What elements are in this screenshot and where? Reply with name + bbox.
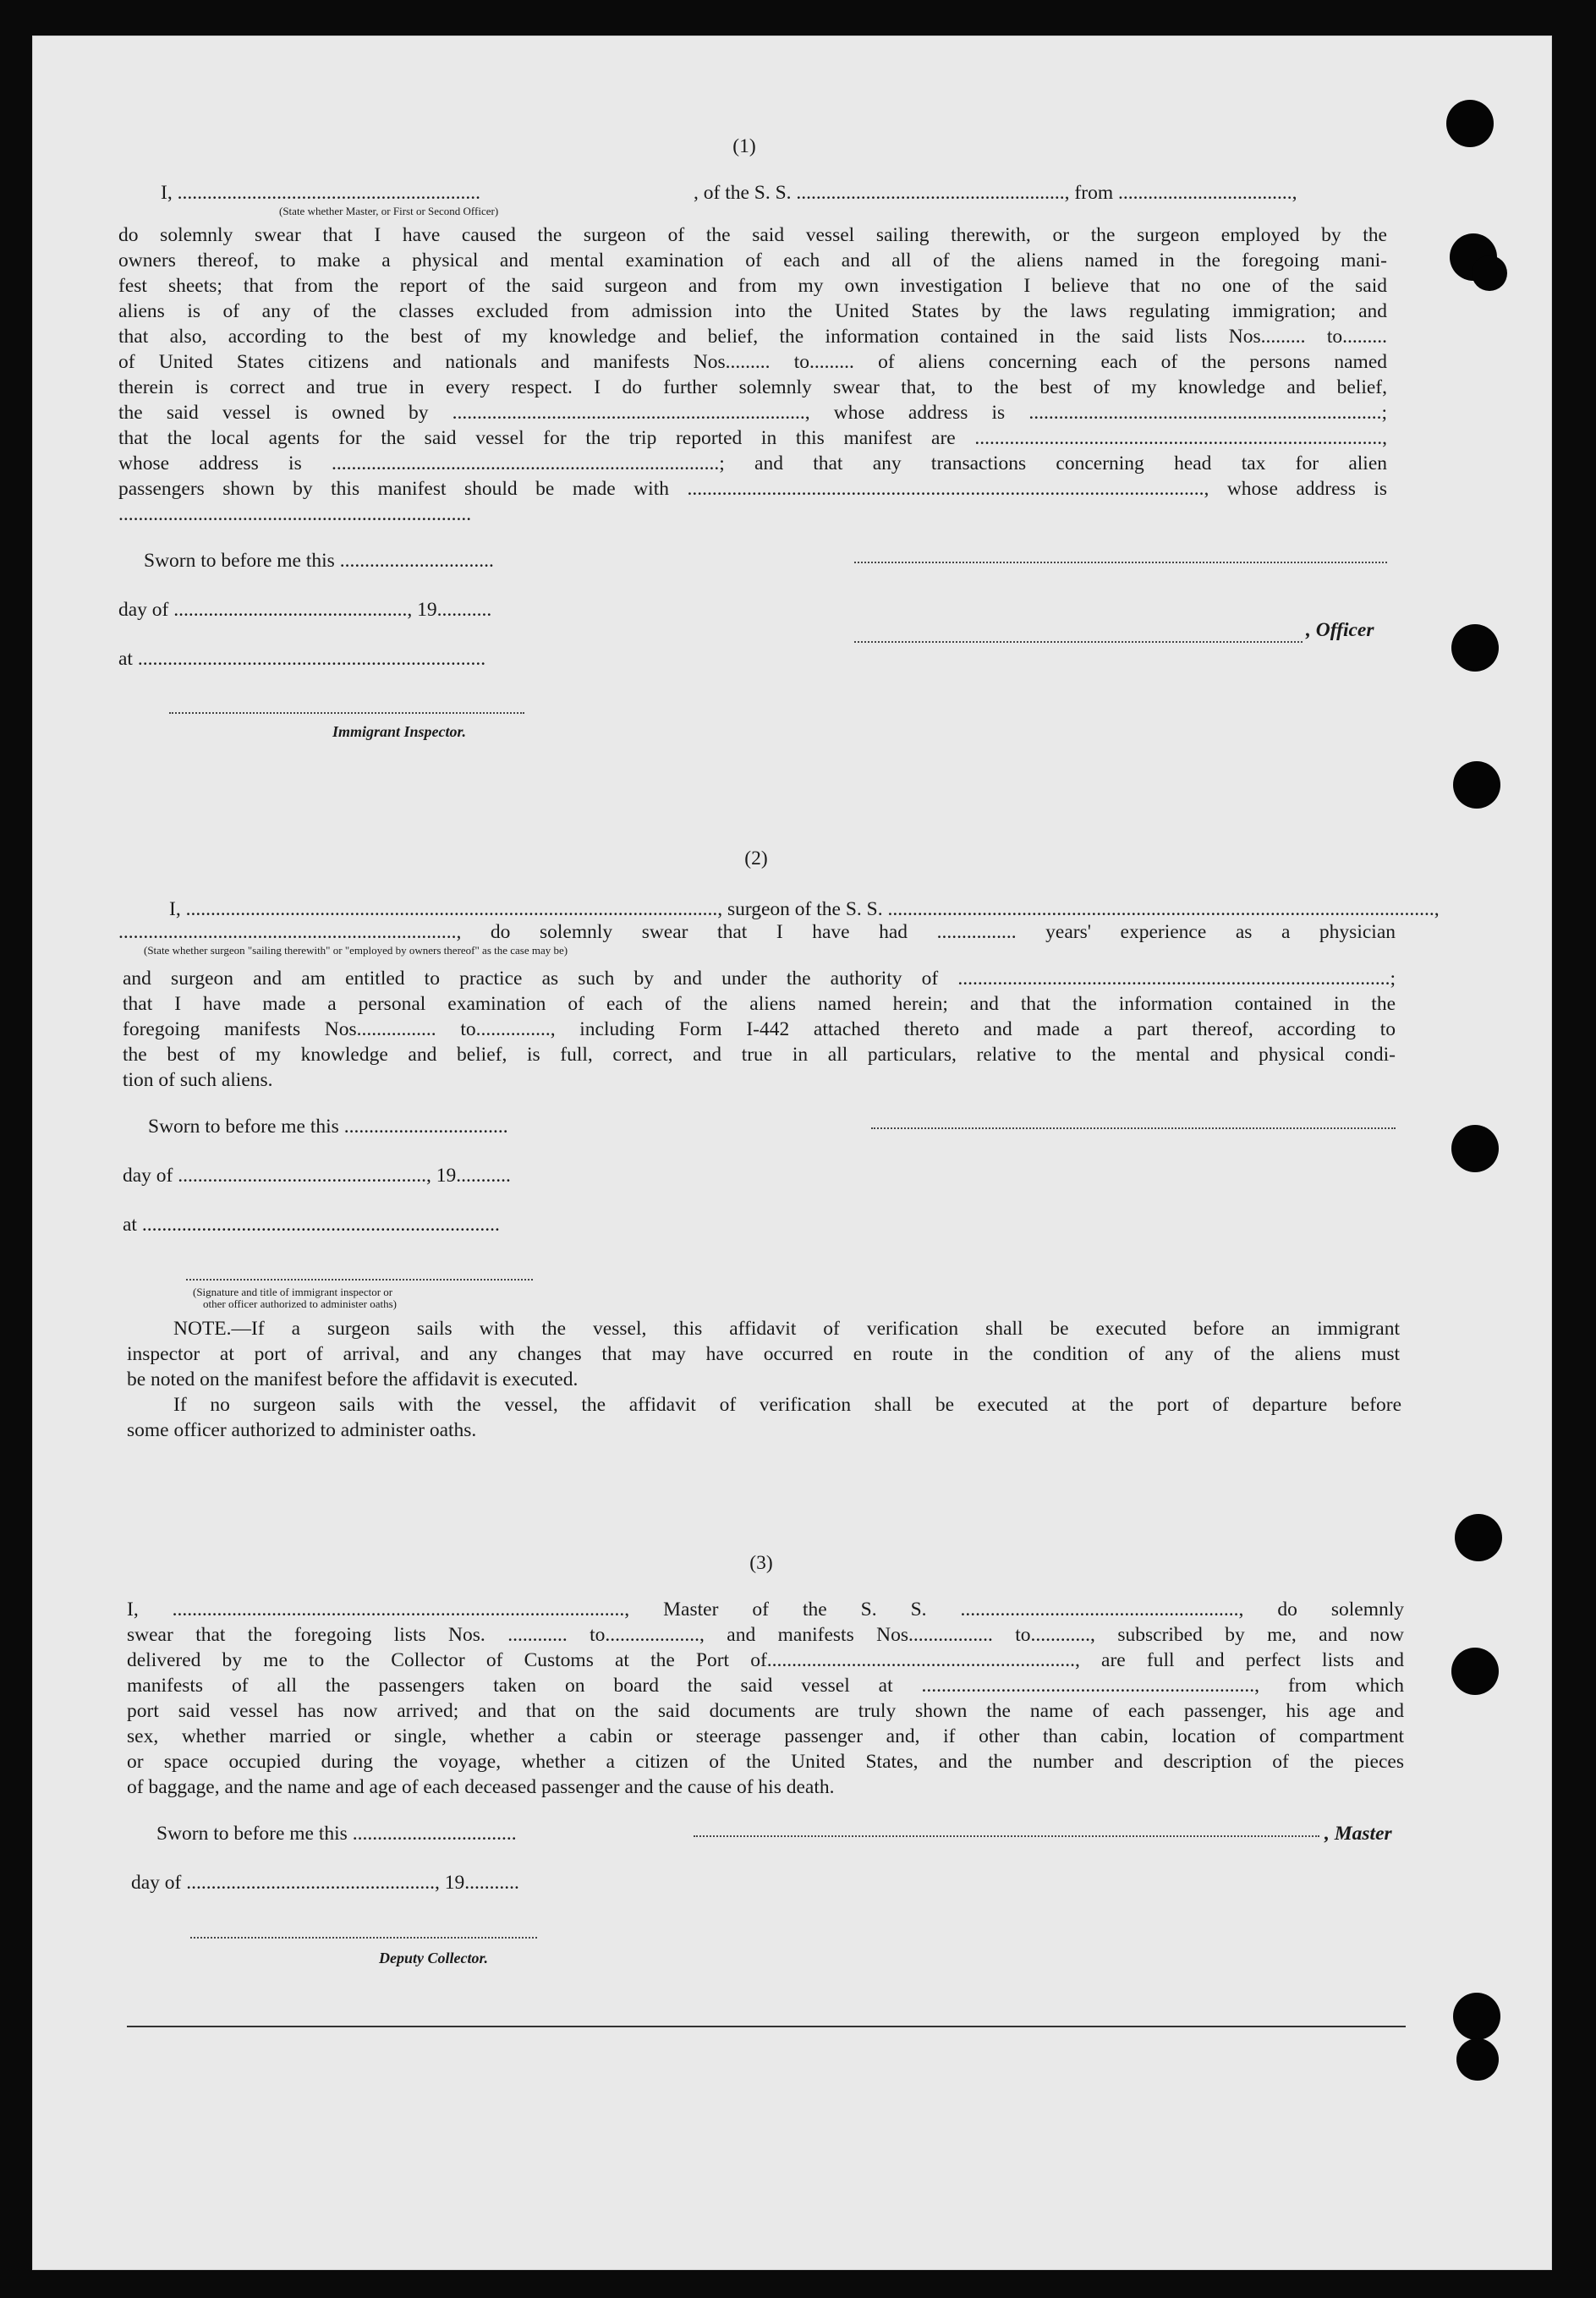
punch-hole — [1455, 1514, 1502, 1561]
s3-line: of baggage, and the name and age of each deceased passenger and the cause of his death. — [127, 1776, 835, 1798]
s1-inspector-label: Immigrant Inspector. — [332, 723, 467, 740]
s1-officer-hint: (State whether Master, or First or Second Officer) — [279, 205, 499, 217]
s2-note: be noted on the manifest before the affidavit is executed. — [127, 1368, 579, 1390]
s2-experience-line: ...................................................................., do solemnly swear that I have had ................ years' experience as a physician — [118, 921, 1396, 943]
s3-line: manifests of all the passengers taken on board the said vessel at ..................................................................., from which — [127, 1675, 1404, 1697]
s1-vessel-from-fields: , of the S. S. ......................................................, from ..................................., — [694, 182, 1297, 204]
s2-sworn: Sworn to before me this ................................. — [148, 1116, 508, 1138]
s1-officer-label: , Officer — [1306, 619, 1374, 641]
s2-note: some officer authorized to administer oaths. — [127, 1419, 477, 1441]
s1-line: passengers shown by this manifest should be made with ........................................................................................................, whose address is — [118, 478, 1387, 500]
bottom-rule — [127, 2026, 1406, 2027]
s1-line: therein is correct and true in every respect. I do further solemnly swear that, to the best of my knowledge and belief, — [118, 376, 1387, 398]
s1-line: fest sheets; that from the report of the said surgeon and from my own investigation I believe that no one of the said — [118, 275, 1387, 297]
punch-hole — [1451, 1125, 1499, 1172]
s3-line: sex, whether married or single, whether a cabin or steerage passenger and, if other than cabin, location of compartment — [127, 1725, 1404, 1747]
s1-line: that also, according to the best of my knowledge and belief, the information contained in the said lists Nos......... to......... — [118, 326, 1387, 348]
punch-hole — [1451, 624, 1499, 672]
punch-hole — [1446, 100, 1494, 147]
s3-collector-label: Deputy Collector. — [379, 1950, 488, 1966]
s2-note: NOTE.—If a surgeon sails with the vessel, this affidavit of verification shall be executed before an immigrant — [173, 1318, 1400, 1340]
s1-line: ....................................................................... — [118, 503, 472, 525]
s1-line: of United States citizens and nationals and manifests Nos......... to......... of aliens concerning each of the persons named — [118, 351, 1387, 373]
punch-hole — [1451, 1648, 1499, 1695]
s2-sig-hint: other officer authorized to administer oaths) — [203, 1297, 397, 1310]
s3-sworn: Sworn to before me this ................................. — [156, 1823, 517, 1845]
s2-inspector-signature-line — [186, 1279, 533, 1281]
s1-inspector-signature-line — [169, 712, 524, 714]
s3-master-signature-line — [694, 1835, 1319, 1837]
s1-line: whose address is ..............................................................................; and that any transactions concerning head tax for alien — [118, 452, 1387, 474]
s2-line: and surgeon and am entitled to practice as such by and under the authority of .......................................................................................; — [123, 968, 1396, 990]
s2-surgeon-hint: (State whether surgeon "sailing therewith" or "employed by owners thereof" as the case may be) — [144, 944, 568, 957]
s3-line: delivered by me to the Collector of Customs at the Port of.............................................................., are full and perfect lists and — [127, 1649, 1404, 1671]
s3-line: or space occupied during the voyage, whether a citizen of the United States, and the number and description of the pieces — [127, 1751, 1404, 1773]
s1-day: day of ..............................................., 19........... — [118, 599, 492, 621]
s2-surgeon-signature-line — [871, 1127, 1396, 1129]
s2-note: inspector at port of arrival, and any changes that may have occurred en route in the condition of any of the aliens must — [127, 1343, 1400, 1365]
s1-sworn: Sworn to before me this ............................... — [144, 550, 494, 572]
s2-day: day of .................................................., 19........... — [123, 1165, 511, 1187]
s1-officer-signature-line — [854, 641, 1303, 643]
s2-note: If no surgeon sails with the vessel, the affidavit of verification shall be executed at the port of departure before — [173, 1394, 1401, 1416]
punch-hole — [1472, 255, 1507, 291]
s3-line: swear that the foregoing lists Nos. ............ to..................., and manifests Nos................. to............, subscribed by me, and now — [127, 1624, 1404, 1646]
s2-sig-hint: (Signature and title of immigrant inspector or — [193, 1286, 393, 1298]
s2-line: tion of such aliens. — [123, 1069, 273, 1091]
s1-line: the said vessel is owned by ......................................................................., whose address is .......................................................................; — [118, 402, 1387, 424]
punch-hole — [1456, 2038, 1499, 2081]
s2-at: at ........................................................................ — [123, 1214, 500, 1236]
s1-officer-signature-line — [854, 562, 1387, 563]
s1-at: at ...................................................................... — [118, 648, 486, 670]
section-2-heading: (2) — [744, 847, 768, 869]
s3-master-label: , Master — [1325, 1823, 1392, 1845]
punch-hole — [1453, 761, 1500, 809]
s3-line: port said vessel has now arrived; and that on the said documents are truly shown the name of each passenger, his age and — [127, 1700, 1404, 1722]
s2-line: foregoing manifests Nos................ to..............., including Form I-442 attached thereto and made a part thereof, according to — [123, 1018, 1396, 1040]
s1-line: owners thereof, to make a physical and mental examination of each and all of the aliens named in the foregoing mani- — [118, 250, 1387, 271]
s1-line: aliens is of any of the classes excluded from admission into the United States by the laws regulating immigration; and — [118, 300, 1387, 322]
punch-hole — [1453, 1993, 1500, 2040]
s3-line: I, ..........................................................................................., Master of the S. S. ........................................................, do solemnly — [127, 1599, 1404, 1621]
s1-officer-field: I, ............................................................. — [161, 182, 480, 204]
s1-line: do solemnly swear that I have caused the surgeon of the said vessel sailing therewith, or the surgeon employed by the — [118, 224, 1387, 246]
section-3-heading: (3) — [749, 1552, 773, 1574]
s2-surgeon-line: I, ..........................................................................................................., surgeon of the S. S. .............................................................................................................., — [169, 898, 1440, 920]
s3-day: day of .................................................., 19........... — [131, 1872, 519, 1894]
s2-line: that I have made a personal examination of each of the aliens named herein; and that the information contained in the — [123, 993, 1396, 1015]
s2-line: the best of my knowledge and belief, is full, correct, and true in all particulars, relative to the mental and physical condi- — [123, 1044, 1396, 1066]
s3-collector-signature-line — [190, 1937, 537, 1939]
section-1-heading: (1) — [732, 135, 756, 157]
s1-line: that the local agents for the said vessel for the trip reported in this manifest are .................................................................................., — [118, 427, 1387, 449]
